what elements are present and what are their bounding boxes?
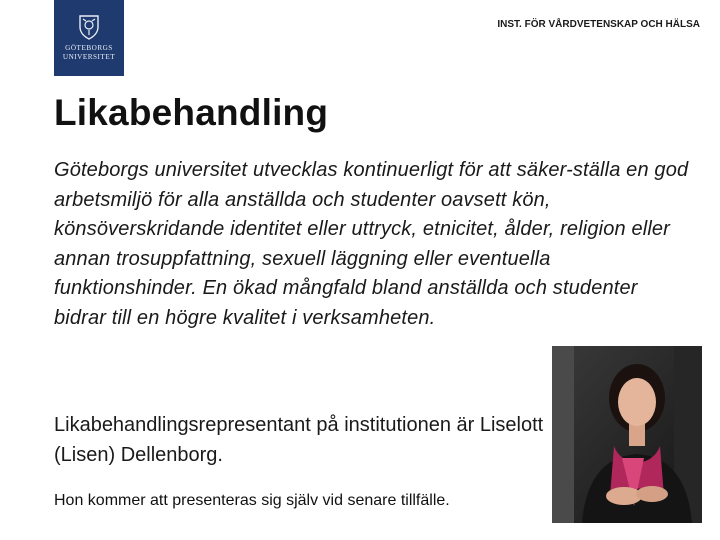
university-logo bbox=[54, 0, 124, 76]
department-name: INST. FÖR VÅRDVETENSKAP OCH HÄLSA bbox=[497, 19, 700, 30]
representative-photo bbox=[552, 346, 702, 523]
university-crest-icon bbox=[77, 14, 101, 40]
logo-line-1: GÖTEBORGS bbox=[65, 44, 113, 52]
page-title: Likabehandling bbox=[54, 92, 329, 133]
logo-line-2: UNIVERSITET bbox=[62, 53, 116, 61]
intro-paragraph: Göteborgs universitet utvecklas kontinuerligt för att säker-ställa en god arbetsmiljö för alla anställda och studenter oavsett kön, könsöverskridande identitet eller uttryck, etnicitet, ålder, religion eller annan trosuppfattning, sexuell läggning eller eventuella funktionshinder. En ökad mångfald bland anställda och studenter bidrar till en högre kvalitet i verksamheten. bbox=[54, 159, 689, 329]
representative-paragraph: Likabehandlingsrepresentant på institutionen är Liselott (Lisen) Dellenborg. bbox=[54, 414, 544, 466]
presentation-note: Hon kommer att presenteras sig själv vid senare tillfälle. bbox=[54, 492, 450, 509]
